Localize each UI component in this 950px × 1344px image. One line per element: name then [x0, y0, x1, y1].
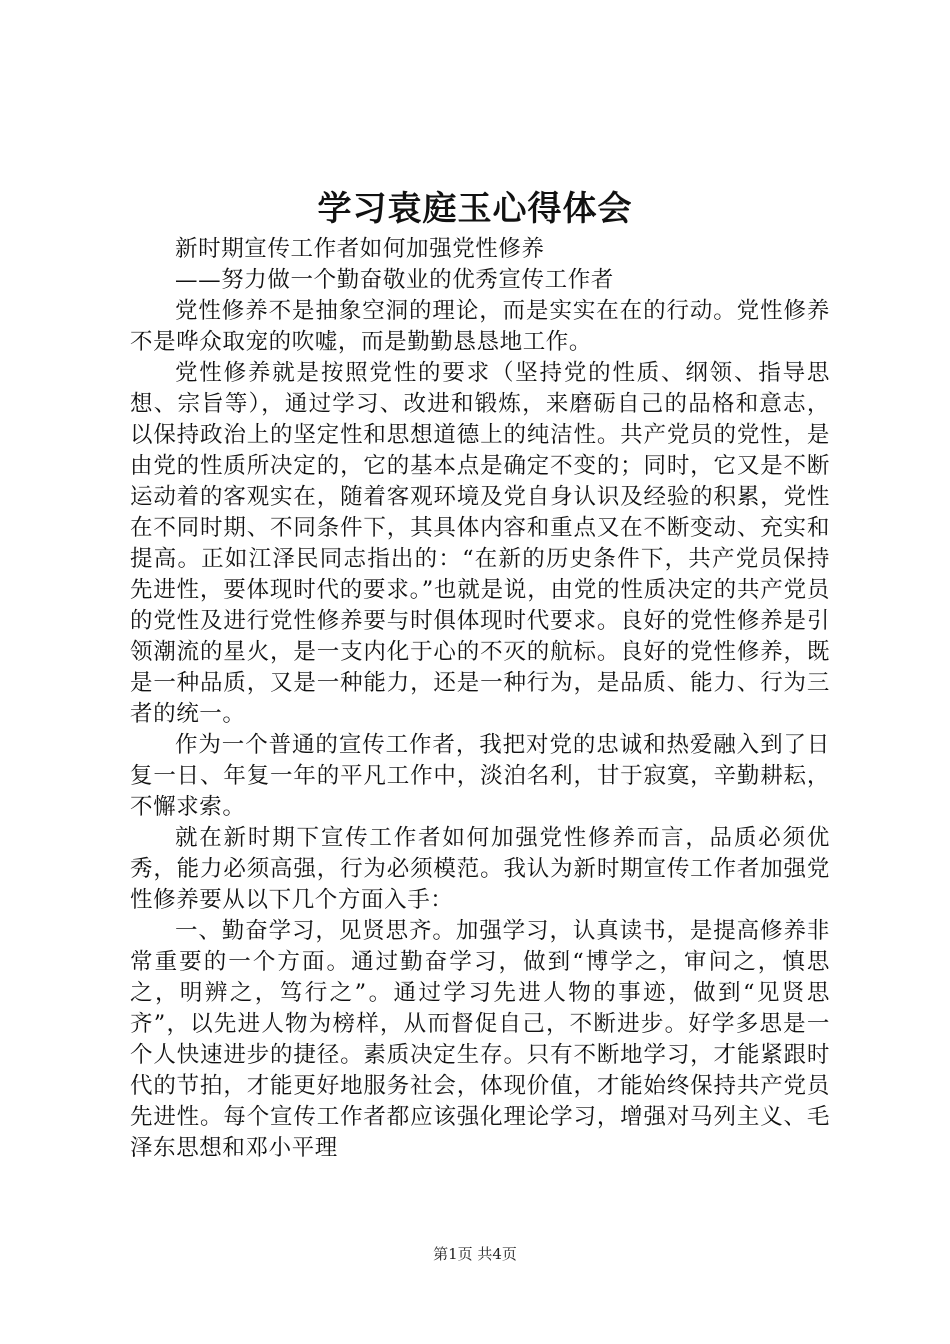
document-title: 学习袁庭玉心得体会: [317, 189, 633, 229]
paragraph-1: 党性修养不是抽象空洞的理论，而是实实在在的行动。党性修养不是哗众取宠的吹嘘，而是勤勤恳恳地工作。: [130, 298, 830, 355]
paragraph-4: 就在新时期下宣传工作者如何加强党性修养而言，品质必须优秀，能力必须高强，行为必须模范。我认为新时期宣传工作者加强党性修养要从以下几个方面入手：: [130, 825, 830, 913]
document-body: [130, 234, 830, 1164]
page-footer: 第1页 共4页: [433, 1245, 517, 1263]
paragraph-2: 党性修养就是按照党性的要求（坚持党的性质、纲领、指导思想、宗旨等），通过学习、改进和锻炼，来磨砺自己的品格和意志，以保持政治上的坚定性和思想道德上的纯洁性。共产党员的党性，是由党的性质所决定的，它的基本点是确定不变的；同时，它又是不断运动着的客观实在，随着客观环境及党自身认识及经验的积累，党性在不同时期、不同条件下，其具体内容和重点又在不断变动、充实和提高。正如江泽民同志指出的：“在新的历史条件下，共产党员保持先进性，要体现时代的要求。”也就是说，由党的性质决定的共产党员的党性及进行党性修养要与时俱体现时代要求。良好的党性修养是引领潮流的星火，是一支内化于心的不灭的航标。良好的党性修养，既是一种品质，又是一种能力，还是一种行为，是品质、能力、行为三者的统一。: [130, 360, 830, 727]
subtitle-line-2: ——努力做一个勤奋敬业的优秀宣传工作者: [175, 267, 614, 293]
paragraph-3: 作为一个普通的宣传工作者，我把对党的忠诚和热爱融入到了日复一日、年复一年的平凡工作中，淡泊名利，甘于寂寞，辛勤耕耘，不懈求索。: [130, 732, 830, 820]
paragraph-5: 一、勤奋学习，见贤思齐。加强学习，认真读书，是提高修养非常重要的一个方面。通过勤奋学习，做到“博学之，审问之，慎思之，明辨之，笃行之”。通过学习先进人物的事迹，做到“见贤思齐”，以先进人物为榜样，从而督促自己，不断进步。好学多思是一个人快速进步的捷径。素质决定生存。只有不断地学习，才能紧跟时代的节拍，才能更好地服务社会，体现价值，才能始终保持共产党员先进性。每个宣传工作者都应该强化理论学习，增强对马列主义、毛泽东思想和邓小平理: [130, 918, 830, 1161]
subtitle-line-1: 新时期宣传工作者如何加强党性修养: [175, 236, 545, 262]
